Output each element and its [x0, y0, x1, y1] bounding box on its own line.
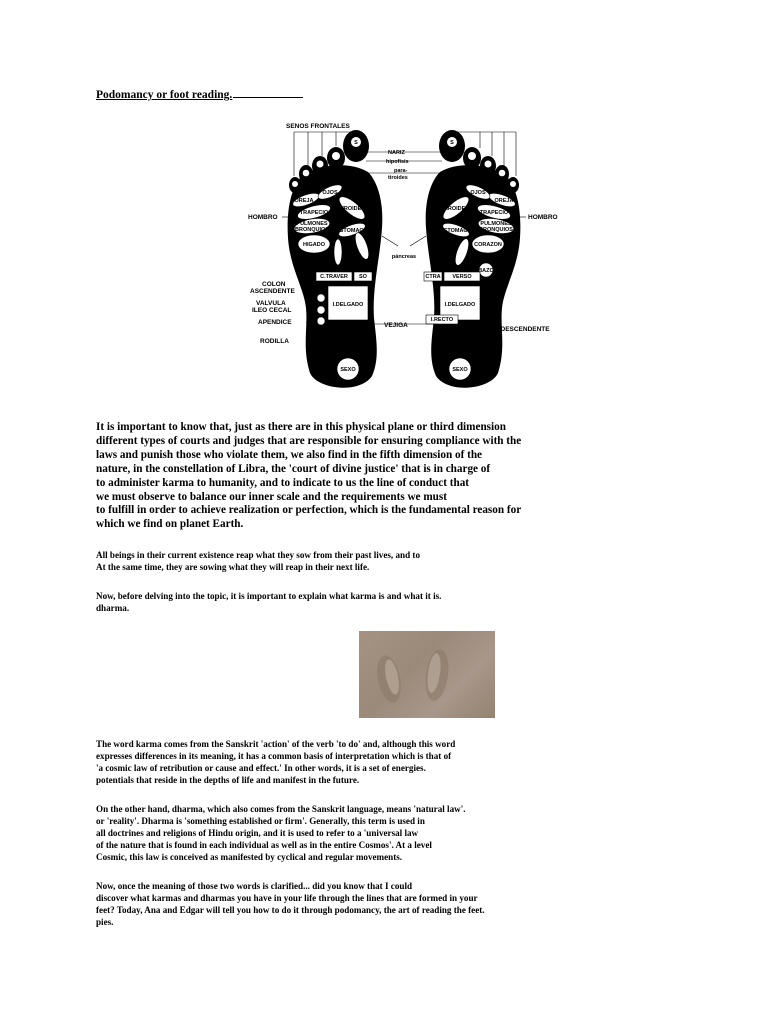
paratiroides-label: tiroides — [388, 175, 408, 181]
hombro-left-label: HOMBRO — [248, 214, 278, 221]
right-estomago-label: ESTOMAGO — [440, 228, 472, 234]
foot-reflexology-chart — [248, 118, 560, 396]
paragraph-reap-sow: All beings in their current existence reap what they sow from their past lives, and to At the same time, they are sowing what they will reap in their next life. — [96, 550, 420, 572]
right-oreja-label: OREJA — [494, 198, 514, 204]
c-descendente-label: C.DESCENDENTE — [494, 326, 550, 333]
right-recto-label: I.RECTO — [430, 317, 454, 323]
hombro-right-label: HOMBRO — [528, 214, 558, 221]
senos-frontales-label: SENOS FRONTALES — [286, 123, 350, 130]
left-so-label: SO — [359, 274, 367, 280]
paragraph-before-delving: Now, before delving into the topic, it is important to explain what karma is and what it is. dharma. — [96, 591, 442, 613]
left-bronquios-label: BRONQUIOS — [295, 227, 329, 233]
right-delgado-label: I.DELGADO — [444, 302, 476, 308]
left-higado-label: HIGADO — [303, 242, 325, 248]
left-trapecio-label: TRAPECIO — [299, 210, 329, 216]
s-marker: S — [450, 140, 454, 146]
left-pulmones-label: PULMONES — [296, 221, 328, 227]
sand-footprints-image — [359, 631, 495, 718]
ileo-cecal-label: ILEO CECAL — [252, 307, 292, 314]
left-estomago-label: ESTOMAGO — [336, 228, 368, 234]
paragraph-karma-court: It is important to know that, just as there are in this physical plane or third dimension different types of courts and judges that are responsible for ensuring compliance with the laws and punish those who violate them, we also find in the fifth dimension of the nature, in the constellation of Libra, the 'court of divine justice' that is in charge of to administer karma to humanity, and to indicate to us the line of conduct that we must observe to balance our inner scale and the requirements we must to fulfill in order to achieve realization or perfection, which is the fundamental reason for which we find on planet Earth. — [96, 421, 522, 531]
left-tiroides-label: TIROIDES — [339, 206, 365, 212]
page-title: Podomancy or foot reading. — [96, 87, 303, 101]
paragraph-karma-meaning: The word karma comes from the Sanskrit 'action' of the verb 'to do' and, although this word expresses differences in its meaning, it has a common basis of interpretation which is that of 'a cosmic law of retribution or cause and effect.' In other words, it is a set of energies. potentials that reside in the depths of life and manifest in the future. — [96, 739, 456, 785]
left-sexo-label: SEXO — [340, 367, 356, 373]
right-corazon-label: CORAZON — [474, 242, 502, 248]
hipofisis-label: hipofisis — [386, 159, 409, 165]
pancreas-label: páncreas — [391, 254, 417, 260]
right-pulmones-label: PULMONES — [480, 221, 512, 227]
right-sexo-label: SEXO — [452, 367, 468, 373]
ascendente-label: ASCENDENTE — [250, 288, 295, 295]
s-marker: S — [354, 140, 358, 146]
right-tiroides-label: TIROIDES — [443, 206, 469, 212]
right-bazo-label: BAZO — [478, 268, 494, 274]
left-ojos-label: OJOS — [322, 190, 338, 196]
paragraph-dharma-meaning: On the other hand, dharma, which also comes from the Sanskrit language, means 'natural law'. or 'reality'. Dharma is 'something established or firm'. Generally, this term is used in all doctrines and religions of Hindu origin, and it is used to refer to a 'universal law of the nature that is found in each individual as well as in the entire Cosmos'. At a level Cosmic, this law is conceived as manifested by cyclical and regular movements. — [96, 804, 466, 862]
nariz-label: NARIZ — [388, 150, 405, 156]
left-c-traver-label: C.TRAVER — [320, 274, 348, 280]
colon-label: COLON — [262, 281, 286, 288]
vejiga-label: VEJIGA — [384, 322, 408, 329]
paragraph-podomancy-intro: Now, once the meaning of those two words is clarified... did you know that I could discover what karmas and dharmas you have in your life through the lines that are formed in your feet? Today, Ana and Edgar will tell you how to do it through podomancy, the art of reading the feet. pies. — [96, 881, 485, 927]
rodilla-label: RODILLA — [260, 338, 289, 345]
valvula-label: VALVULA — [256, 300, 286, 307]
left-delgado-label: I.DELGADO — [332, 302, 364, 308]
right-trapecio-label: TRAPECIO — [479, 210, 509, 216]
para-label: para- — [394, 168, 408, 174]
right-verso-label: VERSO — [452, 274, 472, 280]
apendice-label: APENDICE — [258, 319, 292, 326]
right-ctra-label: CTRA — [425, 274, 441, 280]
left-oreja-label: OREJA — [294, 198, 314, 204]
right-ojos-label: OJOS — [470, 190, 486, 196]
right-bronquios-label: BRONQUIOS — [479, 227, 513, 233]
